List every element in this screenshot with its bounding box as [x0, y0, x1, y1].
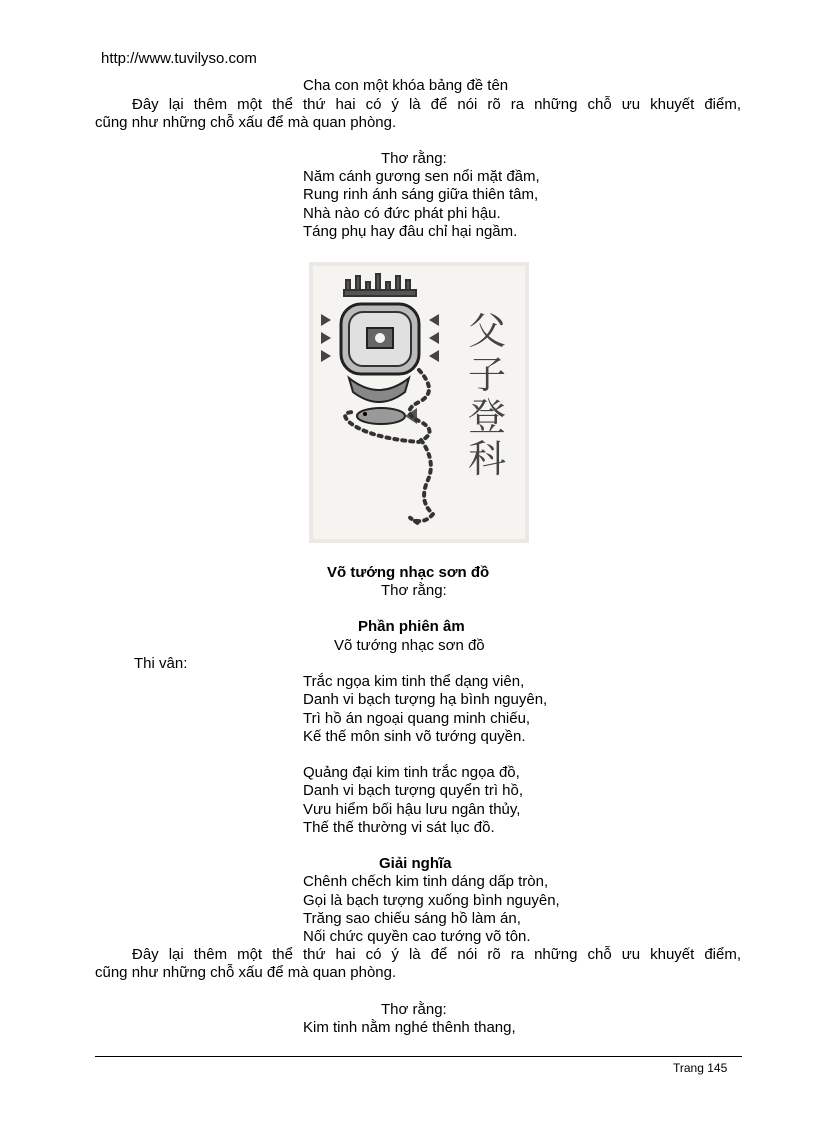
poem-line: Kim tinh nằm nghé thênh thang, [303, 1019, 516, 1036]
illustration-drawing [309, 262, 529, 543]
poem-line: Chênh chếch kim tinh dáng dấp tròn, [303, 873, 549, 890]
poem-line: Danh vi bạch tượng hạ bình nguyên, [303, 691, 548, 708]
verse-line: Cha con một khóa bảng đề tên [303, 77, 509, 94]
poem-line: Trăng sao chiếu sáng hồ làm án, [303, 910, 521, 927]
poem-line: Kế thế môn sinh võ tướng quyền. [303, 728, 526, 745]
poem-line: Rung rinh ánh sáng giữa thiên tâm, [303, 186, 539, 203]
section-heading: Giải nghĩa [379, 855, 452, 872]
poem-line: Quảng đại kim tinh trắc ngọa đồ, [303, 764, 520, 781]
geomancy-illustration [309, 262, 529, 543]
poem-intro: Thơ rằng: [381, 582, 447, 599]
poem-line: Danh vi bạch tượng quyển trì hồ, [303, 782, 524, 799]
paragraph-line: Đây lại thêm một thể thứ hai có ý là để nói rõ ra những chỗ ưu khuyết điểm, [132, 946, 741, 963]
paragraph-line: cũng như những chỗ xấu để mà quan phòng. [95, 114, 397, 131]
page-number: Trang 145 [673, 1061, 728, 1075]
calligraphy-char: 父 [467, 309, 507, 353]
paragraph-line: cũng như những chỗ xấu để mà quan phòng. [95, 964, 397, 981]
section-heading: Phần phiên âm [358, 618, 465, 635]
calligraphy-char: 子 [467, 353, 507, 397]
poem-line: Nối chức quyền cao tướng võ tôn. [303, 928, 531, 945]
poem-line: Táng phụ hay đâu chỉ hại ngầm. [303, 223, 518, 240]
footer-divider [95, 1056, 742, 1057]
poem-line: Nhà nào có đức phát phi hậu. [303, 205, 501, 222]
poem-line: Thế thế thường vi sát lục đồ. [303, 819, 495, 836]
poem-line: Trắc ngọa kim tinh thể dạng viên, [303, 673, 525, 690]
poem-line: Gọi là bạch tượng xuống bình nguyên, [303, 892, 560, 909]
mound-symbol-icon [341, 304, 419, 374]
section-subtitle: Võ tướng nhạc sơn đồ [334, 637, 485, 654]
paragraph-line: Đây lại thêm một thể thứ hai có ý là để nói rõ ra những chỗ ưu khuyết điểm, [132, 96, 741, 113]
calligraphy-char: 登 [467, 395, 507, 439]
poem-intro: Thơ rằng: [381, 1001, 447, 1018]
poem-line: Trì hồ án ngoại quang minh chiếu, [303, 710, 531, 727]
header-url: http://www.tuvilyso.com [101, 50, 257, 67]
section-title: Võ tướng nhạc sơn đồ [327, 564, 490, 581]
poem-line: Năm cánh gương sen nổi mặt đầm, [303, 168, 540, 185]
calligraphy-char: 科 [467, 437, 507, 481]
poem-line: Vưu hiểm bối hậu lưu ngân thủy, [303, 801, 521, 818]
thi-van-label: Thi vân: [134, 655, 188, 672]
poem-intro: Thơ rằng: [381, 150, 447, 167]
